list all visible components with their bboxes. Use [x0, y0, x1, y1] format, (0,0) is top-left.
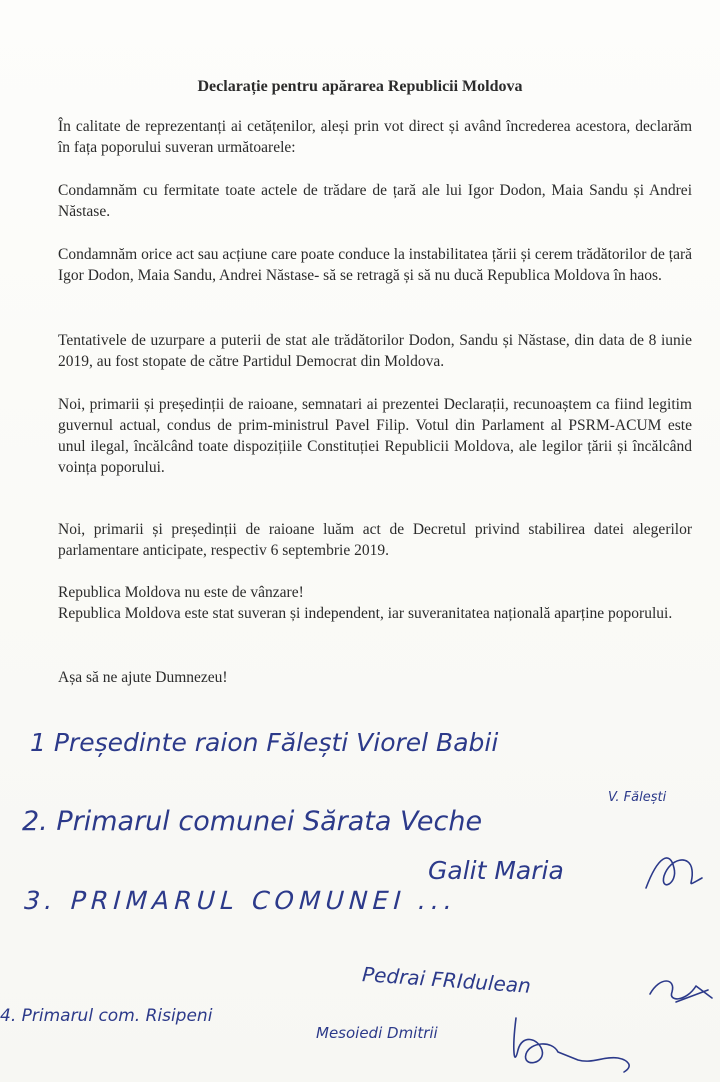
document-title: Declarație pentru apărarea Republicii Moldova	[197, 78, 523, 95]
handwritten-name-2: Galit Maria	[428, 856, 564, 885]
paragraph-text: Noi, primarii și președinții de raioane luăm act de Decretul privind stabilirea datei alegerilor parlamentare anticipate, respectiv 6 septembrie 2019.	[58, 521, 692, 559]
paragraph-closing	[58, 667, 692, 688]
paragraph-text: Tentativele de uzurpare a puterii de stat ale trădătorilor Dodon, Sandu și Năstase, din data de 8 iunie 2019, au fost stopate de către Partidul Democrat din Moldova.	[58, 332, 692, 370]
signature-mark-2	[640, 848, 708, 900]
paragraph-text: Condamnăm cu fermitate toate actele de trădare de țară ale lui Igor Dodon, Maia Sandu și Andrei Năstase.	[58, 182, 692, 220]
paragraph-usurpation	[58, 330, 692, 372]
paragraph-condemn-treason	[58, 180, 692, 222]
handwritten-name-4a: Pedrai FRIdulean	[361, 962, 532, 998]
signature-mark-4b	[508, 1010, 638, 1076]
handwritten-line-3: 3. PRIMARUL COMUNEI ...	[20, 886, 462, 915]
paragraph-intro	[58, 116, 692, 158]
handwritten-signature-name: V. Fălești	[608, 790, 667, 805]
paragraph-text: Republica Moldova este stat suveran și independent, iar suveranitatea națională aparține poporului.	[58, 605, 673, 622]
paragraph-decree	[58, 519, 692, 561]
paragraph-legitimate-government	[58, 394, 692, 478]
handwritten-line-2: 2. Primarul comunei Sărata Veche	[22, 806, 483, 837]
handwritten-name-4b: Mesoiedi Dmitrii	[316, 1024, 438, 1042]
handwritten-line-1: 1 Președinte raion Fălești Viorel Babii	[30, 728, 499, 757]
paragraph-text: În calitate de reprezentanți ai cetățenilor, aleși prin vot direct și având încrederea acestora, declarăm în fața poporului suveran următoarele:	[58, 118, 692, 156]
handwritten-line-4: 4. Primarul com. Risipeni	[0, 1006, 213, 1026]
paragraph-not-for-sale	[58, 582, 692, 624]
paragraph-text: Așa să ne ajute Dumnezeu!	[58, 669, 228, 686]
paragraph-condemn-instability	[58, 244, 692, 286]
signature-mark-4a	[646, 972, 716, 1012]
paragraph-text: Republica Moldova nu este de vânzare!	[58, 584, 304, 601]
paragraph-text: Condamnăm orice act sau acțiune care poate conduce la instabilitatea țării și cerem trădătorilor de țară Igor Dodon, Maia Sandu, Andrei Năstase- să se retragă și să nu ducă Republica Moldova în haos.	[58, 246, 692, 284]
paragraph-text: Noi, primarii și președinții de raioane, semnatari ai prezentei Declarații, recunoaștem ca fiind legitim guvernul actual, condus de prim-ministrul Pavel Filip. Votul din Parlament al PSRM-ACUM este unul ilegal, încălcând toate dispozițiile Constituției Republicii Moldova, ale legilor țării și încălcând voința poporului.	[58, 396, 692, 476]
